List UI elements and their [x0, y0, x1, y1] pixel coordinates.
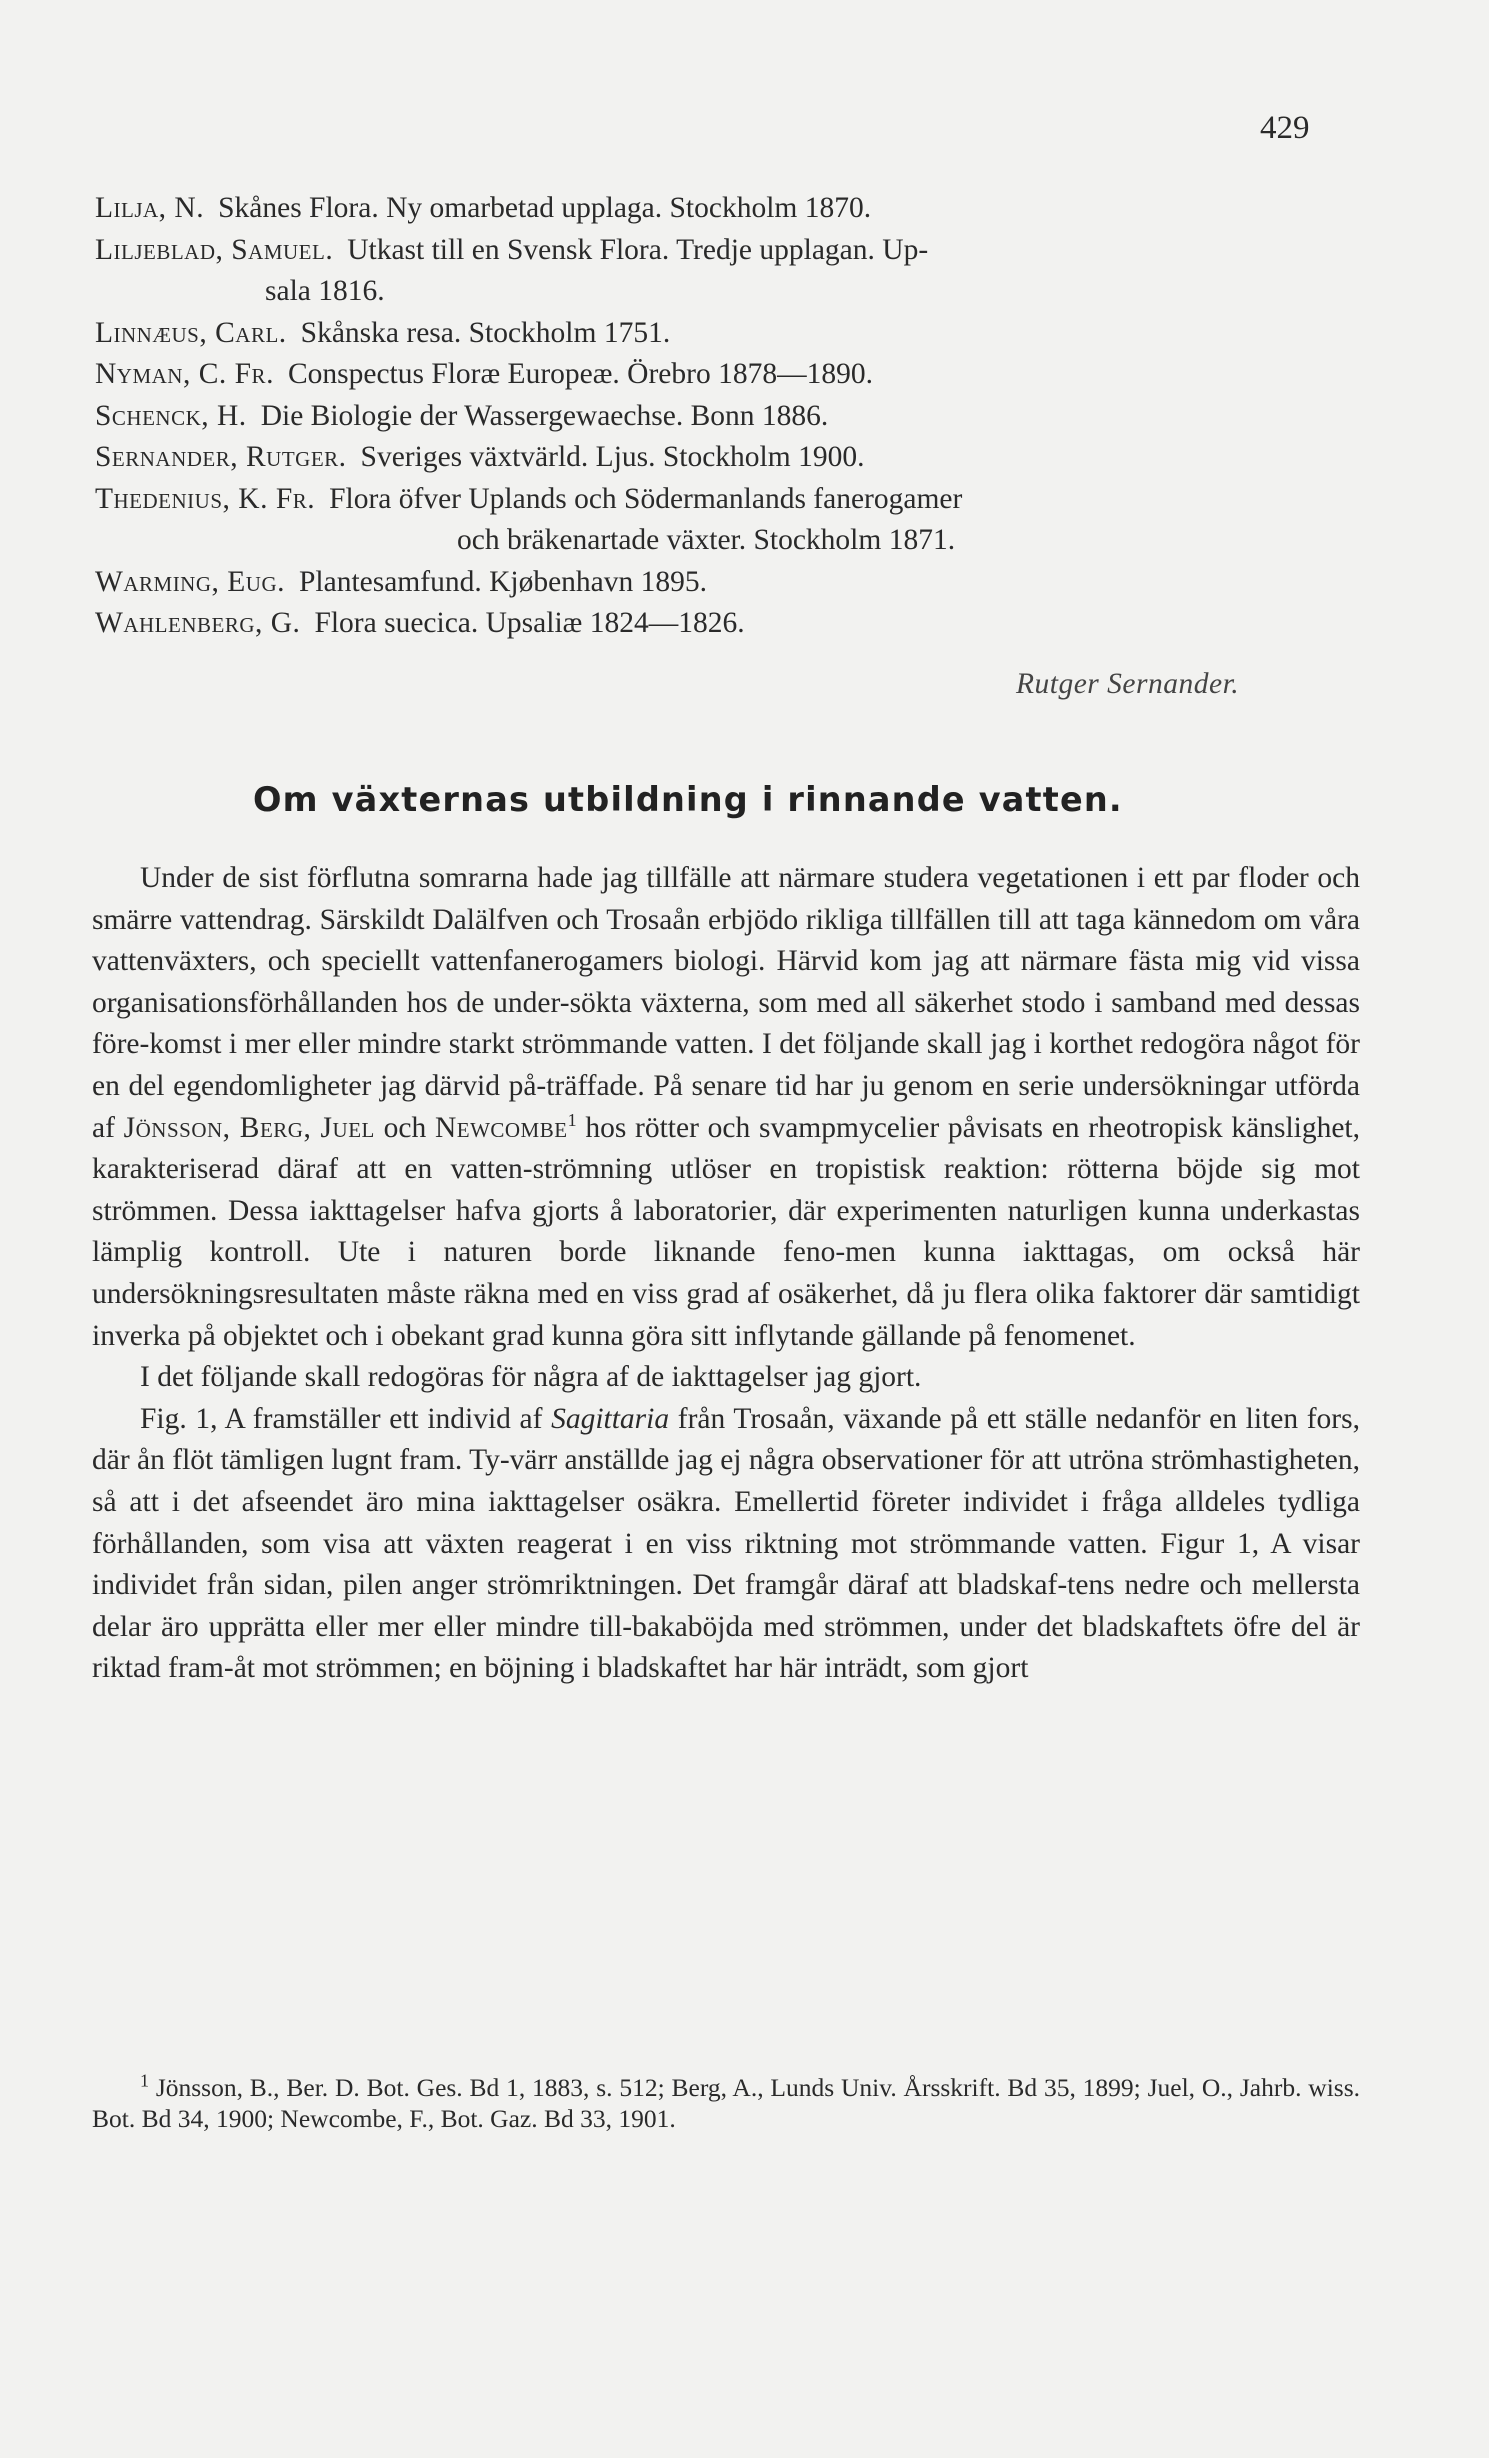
reference-text: och bräkenartade växter. Stockholm 1871.: [457, 524, 956, 556]
reference-text: Flora suecica. Upsaliæ 1824—1826.: [314, 607, 745, 639]
species-name: Sagittaria: [551, 1402, 670, 1435]
text-run: hos rötter och svampmycelier påvisats en rheotropisk känslighet, karakteriserad däraf att en vatten-strömning utlöser en tropistisk reaktion: rötterna böjde sig mot strömmen. Dessa iakttagelser hafva gjorts å laboratorier, där experimenten naturligen kunna underkastas lämplig kontroll. Ute i naturen borde liknande feno-men kunna iakttagas, om också här undersökningsresultaten måste räkna med en viss grad af osäkerhet, då ju flera olika faktorer där samtidigt inverka på objektet och i obekant grad kunna göra sitt inflytande gällande på fenomenet.: [92, 1111, 1361, 1352]
reference-author: Thedenius, K. Fr.: [95, 482, 316, 515]
reference-author: Sernander, Rutger.: [95, 441, 347, 473]
reference-entry: [95, 188, 1355, 230]
text-run: Fig. 1, A framställer ett individ af: [140, 1402, 552, 1435]
reference-entry: [95, 396, 1355, 438]
reference-entry: [95, 354, 1355, 396]
section-heading: Om växternas utbildning i rinnande vatten.: [253, 780, 1123, 819]
reference-entry: [95, 562, 1355, 604]
reference-entry: [95, 230, 1355, 313]
reference-author: Schenck, H.: [95, 399, 247, 432]
footnote-marker: 1: [140, 2070, 149, 2091]
paragraph: [92, 1357, 1360, 1399]
reference-author: Linnæus, Carl.: [95, 316, 287, 349]
reference-author: Lilja, N.: [95, 192, 205, 224]
reference-text: Skånes Flora. Ny omarbetad upplaga. Stockholm 1870.: [218, 192, 872, 224]
text-run: och: [374, 1111, 435, 1144]
text-run: I det följande skall redogöras för några af de iakttagelser jag gjort.: [140, 1361, 922, 1394]
reference-author: Wahlenberg, G.: [95, 607, 301, 639]
reference-entry: [95, 479, 1355, 562]
author-signature: Rutger Sernander.: [1016, 668, 1240, 700]
footnote-text: [92, 2072, 1360, 2134]
reference-text: Die Biologie der Wassergewaechse. Bonn 1886.: [260, 399, 829, 432]
footnote: [92, 2072, 1360, 2134]
reference-entry: [95, 603, 1355, 645]
reference-entry: [95, 437, 1355, 479]
body-text: [92, 858, 1360, 1690]
reference-entry: [95, 313, 1355, 355]
page-number: 429: [1260, 110, 1310, 146]
cited-author: Newcombe: [434, 1111, 568, 1144]
paragraph: [92, 858, 1360, 1357]
cited-authors: Jönsson, Berg, Juel: [123, 1111, 375, 1144]
reference-text: sala 1816.: [265, 275, 385, 307]
reference-author: Warming, Eug.: [95, 565, 285, 598]
text-run: Under de sist förflutna somrarna hade jag tillfälle att närmare studera vegetationen i ett par floder och smärre vattendrag. Särskildt Dalälfven och Trosaån erbjödo rikliga tillfällen till att taga kännedom om våra vattenväxters, och speciellt vattenfanerogamers biologi. Härvid kom jag att närmare fästa mig vid vissa organisationsförhållanden hos de under-sökta växterna, som med all säkerhet stodo i samband med dessas före-komst i mer eller mindre starkt strömmande vatten. I det följande skall jag i korthet redogöra något för en del egendomligheter jag därvid på-träffade. På senare tid har ju genom en serie undersökningar utförda af: [92, 862, 1360, 1144]
reference-text: Sveriges växtvärld. Ljus. Stockholm 1900.: [360, 441, 865, 473]
reference-text: Flora öfver Uplands och Södermanlands fanerogamer: [329, 482, 963, 515]
reference-text: Conspectus Floræ Europeæ. Örebro 1878—1890.: [287, 358, 873, 390]
footnote-content: Jönsson, B., Ber. D. Bot. Ges. Bd 1, 1883, s. 512; Berg, A., Lunds Univ. Årsskrift. Bd 35, 1899; Juel, O., Jahrb. wiss. Bot. Bd 34, 1900; Newcombe, F., Bot. Gaz. Bd 33, 1901.: [92, 2073, 1361, 2133]
reference-text: Skånska resa. Stockholm 1751.: [300, 316, 671, 349]
reference-text: Plantesamfund. Kjøbenhavn 1895.: [299, 565, 708, 598]
reference-author: Liljeblad, Samuel.: [95, 233, 334, 266]
reference-text: Utkast till en Svensk Flora. Tredje upplagan. Up-: [347, 233, 929, 266]
reference-author: Nyman, C. Fr.: [95, 358, 274, 390]
reference-list: [95, 188, 1355, 645]
paragraph: [92, 1399, 1360, 1690]
text-run: från Trosaån, växande på ett ställe nedanför en liten fors, där ån flöt tämligen lugnt fram. Ty-värr anställde jag ej några observationer för att utröna strömhastigheten, så att i det afseendet äro mina iakttagelser osäkra. Emellertid företer individet i fråga alldeles tydliga förhållanden, som visa att växten reagerat i en viss riktning mot strömmande vatten. Figur 1, A visar individet från sidan, pilen anger strömriktningen. Det framgår däraf att bladskaf-tens nedre och mellersta delar äro upprätta eller mer eller mindre till-bakaböjda med strömmen, under det bladskaftets öfre del är riktad fram-åt mot strömmen; en böjning i bladskaftet har här inträdt, som gjort: [92, 1402, 1360, 1685]
footnote-marker: 1: [567, 1109, 577, 1130]
